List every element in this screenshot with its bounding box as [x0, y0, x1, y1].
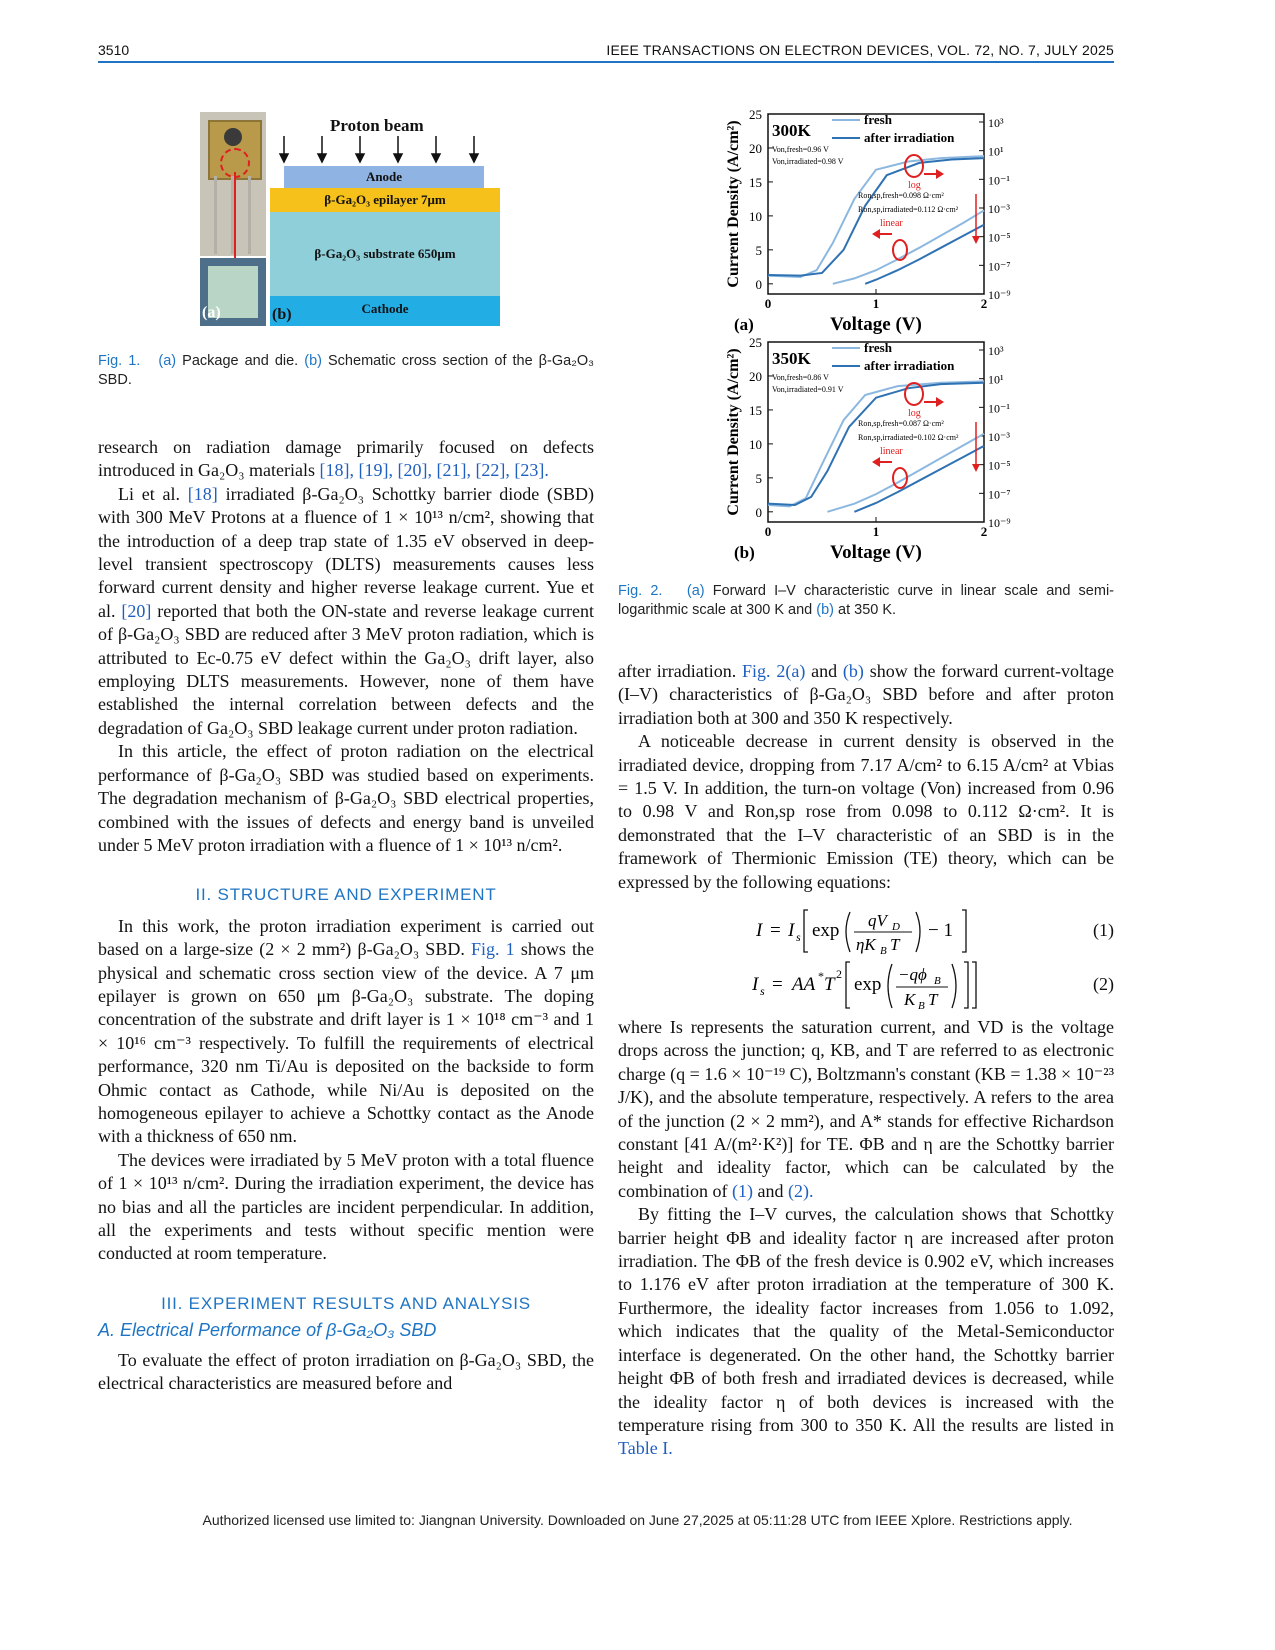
proton-beam-label: Proton beam: [330, 116, 424, 135]
linear-arrow-head: [872, 457, 880, 467]
y2-tick-label: 10⁻³: [988, 430, 1010, 444]
temperature-label: 300K: [772, 121, 811, 140]
para-structure: [98, 915, 594, 1149]
panel-label: (a): [734, 315, 754, 334]
ron-irradiated-label: Ron,sp,irradiated=0.102 Ω·cm²: [858, 433, 959, 442]
y-tick-label: 15: [749, 402, 762, 418]
para-this-article: In this article, the effect of proton radiation on the electrical performance of β-Ga₂O₃ SBD was studied based on experiments. The degradation mechanism of β-Ga₂O₃ SBD electrical properties, combined with the issues of defects and energy band is unveiled under 5 MeV proton irradiation with a fluence of 1 × 10¹³ n/cm².: [98, 741, 594, 855]
epilayer-layer: [270, 188, 500, 212]
fig2-caption-label: Fig. 2.: [618, 583, 663, 599]
x-axis-label: Voltage (V): [830, 542, 922, 563]
y-tick-label: 25: [749, 107, 762, 122]
svg-text:s: s: [760, 984, 765, 998]
para-related-a: Li et al.: [118, 483, 181, 504]
para-structure-b: shows the physical and schematic cross section view of the device. A 7 μm epilayer is grown on 650 μm β-Ga₂O₃ substrate. The doping concentration of the substrate and drift layer is 1 × 10¹⁸ cm⁻³ and 1 × 10¹⁶ cm⁻³ respectively. To fulfill the requirements of electrical performance, 320 nm Ti/Au is deposited on the backside to form Ohmic contact as Cathode, while Ni/Au is deposited on the homogeneous epilayer to achieve a Schottky contact as the Anode with a thickness of 650 nm.: [98, 939, 595, 1147]
para-related-b: irradiated β-Ga₂O₃ Schottky barrier diode (SBD) with 300 MeV Protons at a fluence of 1 × 10¹³ n/cm², showing that the introduction of a deep trap state of 1.35 eV observed in deep-level transient spectroscopy (DLTS) measurements causes less forward current density and higher reverse leakage current. Yue et al.: [98, 483, 595, 621]
para-intro: [98, 436, 594, 483]
series-after-irradiation-log: [768, 383, 984, 505]
x-tick-label: 1: [872, 296, 880, 311]
series-fresh-log: [768, 156, 984, 277]
ref-fig-1[interactable]: Fig. 1: [471, 939, 515, 960]
equation-2-formula: [752, 958, 992, 1012]
shift-arrow-head: [972, 236, 980, 244]
panel-label: (b): [734, 543, 755, 562]
svg-text:exp: exp: [854, 974, 882, 995]
ref-20[interactable]: [20]: [121, 600, 152, 621]
para-intro-text: research on radiation damage primarily focused on defects introduced in Ga₂O₃ materials: [98, 437, 594, 481]
figure-2: [722, 104, 1022, 574]
y-tick-label: 20: [749, 368, 762, 384]
y-axis-label: Current Density (A/cm²): [725, 120, 742, 288]
refs-18-23[interactable]: [18], [19], [20], [21], [22], [23].: [319, 460, 549, 481]
x-tick-label: 0: [764, 524, 772, 539]
x-tick-label: 2: [980, 296, 988, 311]
ref-eq-1[interactable]: (1): [731, 1180, 753, 1201]
para-irradiation: The devices were irradiated by 5 MeV proton with a total fluence of 1 × 10¹³ n/cm². During the irradiation experiment, the device has no bias and all the particles are incident perpendicular. In addition, all the experiments and tests without specific mention were conducted at room temperature.: [98, 1149, 594, 1264]
y2-tick-label: 10¹: [988, 144, 1004, 159]
package-photo: [200, 112, 266, 256]
ref-table-1[interactable]: Table I.: [618, 1438, 673, 1459]
proton-beam-arrows: [270, 136, 500, 166]
fig1-caption-label: Fig. 1.: [98, 353, 141, 369]
figure-1-label-b: (b): [272, 306, 292, 323]
x-tick-label: 1: [872, 524, 880, 539]
anode-layer: [284, 166, 484, 188]
fig1-caption-b-text: Schematic cross section of the β-Ga₂O₃ SBD.: [98, 353, 595, 388]
cathode-label: Cathode: [361, 301, 409, 316]
svg-text:− 1: − 1: [928, 920, 953, 941]
cathode-layer: [270, 296, 500, 326]
fig2-caption-text1: Forward I–V characteristic curve in linear scale and semi-logarithmic scale at 300 K and: [618, 583, 1115, 618]
svg-text:I: I: [752, 974, 759, 995]
svg-text:I: I: [756, 920, 763, 941]
ref-eq-2[interactable]: (2).: [787, 1180, 814, 1201]
svg-text:T: T: [824, 974, 835, 995]
y2-tick-label: 10⁻³: [988, 202, 1010, 216]
svg-text:exp: exp: [812, 920, 840, 941]
svg-text:I: I: [788, 920, 795, 941]
y-tick-label: 25: [749, 335, 762, 350]
page-number: 3510: [98, 42, 130, 58]
fig1-caption-a[interactable]: (a): [158, 353, 177, 369]
y-tick-label: 5: [755, 470, 762, 486]
legend-irradiated-label: after irradiation: [864, 358, 955, 373]
equation-2-number: (2): [1093, 974, 1114, 994]
fig1-caption-b[interactable]: (b): [304, 353, 322, 369]
y-axis-label: Current Density (A/cm²): [725, 348, 742, 516]
y-tick-label: 0: [755, 504, 762, 520]
ron-irradiated-label: Ron,sp,irradiated=0.112 Ω·cm²: [858, 205, 959, 214]
log-curve-marker: [905, 383, 923, 405]
section-3-heading: III. EXPERIMENT RESULTS AND ANALYSIS: [161, 1293, 531, 1313]
equation-1-number: (1): [1093, 920, 1114, 940]
y-tick-label: 5: [755, 242, 762, 258]
section-2-heading: II. STRUCTURE AND EXPERIMENT: [195, 885, 497, 905]
para-after-b: show the forward current-voltage (I–V) characteristics of β-Ga₂O₃ SBD before and after proton irradiation both at 300 and 350 K respectively.: [618, 661, 1114, 728]
temperature-label: 350K: [772, 349, 811, 368]
svg-text:ηK: ηK: [856, 935, 876, 954]
svg-text:=: =: [772, 974, 783, 995]
y2-tick-label: 10⁻⁵: [988, 458, 1011, 473]
y2-tick-label: 10¹: [988, 372, 1004, 387]
series-fresh-linear: [833, 210, 984, 283]
x-tick-label: 0: [764, 296, 772, 311]
ref-fig-2b[interactable]: (b): [842, 661, 864, 681]
shift-arrow-head: [972, 464, 980, 472]
running-header: [98, 42, 1114, 62]
y-tick-label: 20: [749, 140, 762, 156]
log-curve-marker: [905, 155, 923, 177]
svg-text:2: 2: [836, 967, 842, 981]
x-tick-label: 2: [980, 524, 988, 539]
para-related-c: reported that both the ON-state and reverse leakage current of β-Ga₂O₃ SBD are reduced after 3 MeV proton radiation, which is attributed to Ec-0.75 eV defect within the Ga₂O₃ drift layer, also employing DLTS measurements. However, none of them have established the internal correlation between defects and the degradation of Ga₂O₃ SBD leakage current under proton radiation.: [98, 600, 595, 738]
equation-1-formula: [756, 906, 986, 956]
fig1-caption-a-text: Package and die.: [182, 353, 299, 369]
svg-text:B: B: [880, 945, 887, 956]
para-after-and: and: [811, 661, 838, 681]
log-label: log: [908, 180, 921, 191]
ref-18[interactable]: [18]: [187, 483, 218, 504]
left-column: [98, 436, 594, 1395]
y2-tick-label: 10⁻⁹: [988, 516, 1011, 530]
right-column-bottom: [618, 1016, 1114, 1461]
fig2-caption-b[interactable]: (b): [816, 602, 835, 618]
svg-text:=: =: [770, 920, 781, 941]
y2-tick-label: 10³: [988, 116, 1004, 130]
svg-text:s: s: [796, 930, 801, 944]
equation-1: [756, 906, 1114, 956]
figure-1-caption: [98, 352, 594, 390]
para-fitting: [618, 1203, 1114, 1460]
svg-text:−qϕ: −qϕ: [898, 965, 927, 984]
von-irradiated-label: Von,irradiated=0.98 V: [772, 157, 844, 166]
y2-tick-label: 10³: [988, 344, 1004, 358]
y-tick-label: 10: [749, 208, 762, 224]
ron-fresh-label: Ron,sp,fresh=0.087 Ω·cm²: [858, 419, 944, 428]
header-rule: [98, 61, 1114, 63]
figure-2-caption: [618, 582, 1114, 620]
figure-1-label-a: (a): [202, 304, 221, 321]
svg-text:qV: qV: [868, 911, 887, 930]
log-label: log: [908, 408, 921, 419]
y2-tick-label: 10⁻⁵: [988, 230, 1011, 245]
y2-tick-label: 10⁻⁹: [988, 288, 1011, 302]
y2-tick-label: 10⁻⁷: [988, 259, 1011, 274]
legend-fresh-label: fresh: [864, 112, 892, 127]
series-after-irradiation-linear: [854, 446, 984, 512]
svg-text:B: B: [918, 1000, 925, 1012]
y2-tick-label: 10⁻¹: [988, 401, 1010, 416]
y2-tick-label: 10⁻⁷: [988, 487, 1011, 502]
svg-text:T: T: [928, 990, 938, 1009]
svg-text:T: T: [890, 935, 900, 954]
iv-panel-b: [725, 335, 1011, 563]
svg-text:K: K: [904, 990, 916, 1009]
svg-text:*: *: [818, 969, 824, 983]
von-fresh-label: Von,fresh=0.96 V: [772, 145, 829, 154]
x-axis-label: Voltage (V): [830, 314, 922, 335]
para-after-a: after irradiation.: [618, 661, 737, 681]
para-where-text: where Is represents the saturation current, and VD is the voltage drops across the junction; q, KB, and T are referred to as electronic charge (q = 1.6 × 10⁻¹⁹ C), Boltzmann's constant (KB = 1.38 × 10⁻²³ J/K), and the absolute temperature, respectively. A refers to the area of the junction (2 × 2 mm²), and A* stands for effective Richardson constant [41 A/(m²·K²)] for TE. ΦB and η are the Schottky barrier height and ideality factor, which can be calculated by the combination of: [618, 1017, 1114, 1201]
linear-label: linear: [880, 446, 903, 457]
log-arrow-head: [936, 397, 944, 407]
von-fresh-label: Von,fresh=0.86 V: [772, 373, 829, 382]
svg-text:AA: AA: [792, 974, 816, 995]
series-after-irradiation-log: [768, 158, 984, 276]
para-structure-a: In this work, the proton irradiation experiment is carried out based on a large-size (2 × 2 mm²) β-Ga₂O₃ SBD.: [98, 915, 594, 960]
para-after-irradiation: [618, 660, 1114, 730]
para-evaluate: To evaluate the effect of proton irradiation on β-Ga₂O₃ SBD, the electrical characteristics are measured before and: [98, 1349, 594, 1394]
right-column-top: [618, 660, 1114, 894]
subsection-a-heading: A. Electrical Performance of β-Ga₂O₃ SBD: [98, 1320, 437, 1341]
von-irradiated-label: Von,irradiated=0.91 V: [772, 385, 844, 394]
series-fresh-log: [768, 381, 984, 506]
substrate-label: β-Ga₂O₃ substrate 650μm: [314, 246, 456, 261]
svg-text:B: B: [934, 975, 941, 987]
para-related-work: [98, 483, 594, 740]
para-fitting-text: By fitting the I–V curves, the calculation shows that Schottky barrier height ΦB and ideality factor η are increased after proton irradiation. The ΦB of the fresh device is 0.902 eV, which increases to 1.176 eV after proton irradiation at the temperature of 300 K. Furthermore, the ideality factor increases from 1.056 to 1.092, which indicates that the quality of the Metal-Semiconductor interface is degenerated. On the other hand, the Schottky barrier height ΦB of both fresh and irradiated devices is decreased, while the ideality factor η of both devices is increased with the temperature rising from 300 to 350 K. All the results are listed in: [618, 1204, 1114, 1435]
fig2-caption-text2: at 350 K.: [838, 602, 897, 618]
legend-fresh-label: fresh: [864, 340, 892, 355]
iv-panel-a: [725, 107, 1011, 335]
journal-title: IEEE TRANSACTIONS ON ELECTRON DEVICES, VOL. 72, NO. 7, JULY 2025: [606, 42, 1114, 58]
anode-label: Anode: [365, 169, 403, 184]
y-tick-label: 0: [755, 276, 762, 292]
y2-tick-label: 10⁻¹: [988, 173, 1010, 188]
fig2-caption-a[interactable]: (a): [686, 583, 705, 599]
equation-2: [752, 958, 1114, 1012]
figure-1: [200, 112, 500, 326]
svg-text:D: D: [892, 921, 900, 933]
license-footer: Authorized licensed use limited to: Jiangnan University. Downloaded on June 27,2025 at 05:11:28 UTC from IEEE Xplore. Restrictions apply.: [202, 1512, 1073, 1528]
epilayer-label: β-Ga₂O₃ epilayer 7μm: [324, 192, 446, 207]
para-where: [618, 1016, 1114, 1203]
linear-label: linear: [880, 218, 903, 229]
para-current-decrease: A noticeable decrease in current density is observed in the irradiated device, dropping from 7.17 A/cm² to 6.15 A/cm² at Vbias = 1.5 V. In addition, the turn-on voltage (Von) increased from 0.96 to 0.98 V and Ron,sp rose from 0.098 to 0.112 Ω·cm². It is demonstrated that the I–V characteristic of an SBD is in the framework of Thermionic Emission (TE) theory, which can be expressed by the following equations:: [618, 731, 1114, 892]
ron-fresh-label: Ron,sp,fresh=0.098 Ω·cm²: [858, 191, 944, 200]
substrate-layer: [270, 212, 500, 296]
ref-fig-2a[interactable]: Fig. 2(a): [742, 661, 806, 681]
linear-arrow-head: [872, 229, 880, 239]
y-tick-label: 15: [749, 174, 762, 190]
log-arrow-head: [936, 169, 944, 179]
para-where-and: and: [757, 1180, 784, 1201]
y-tick-label: 10: [749, 436, 762, 452]
legend-irradiated-label: after irradiation: [864, 130, 955, 145]
